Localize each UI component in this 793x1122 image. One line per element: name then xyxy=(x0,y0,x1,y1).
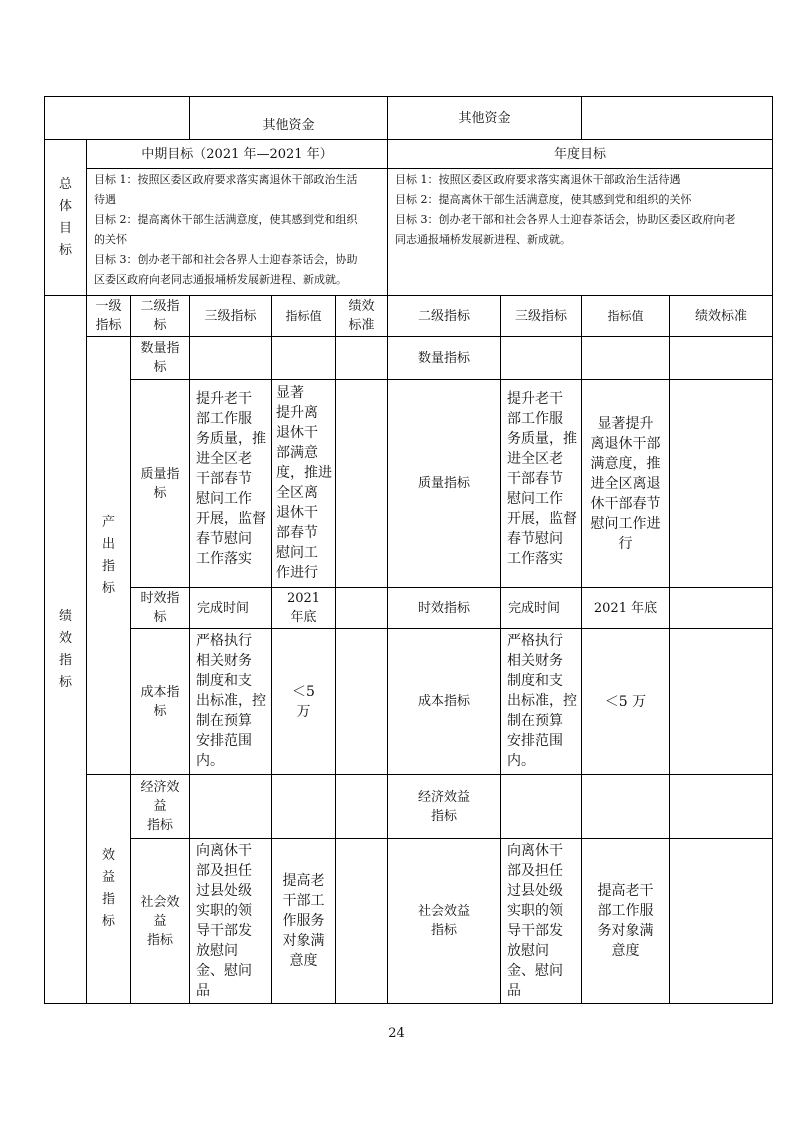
quality-r-value: 显著提升 离退休干部 满意度，推 进全区离退 休干部春节 慰问工作进 行 xyxy=(590,415,661,552)
header-standard: 绩效 标准 xyxy=(348,299,375,333)
quality-level2: 质量指 标 xyxy=(140,466,180,501)
v-line-col5 xyxy=(335,295,336,1004)
header-level1: 一级 指标 xyxy=(95,299,122,333)
economic-r-level2: 经济效益 指标 xyxy=(417,789,470,824)
mid-term-goal-text: 目标 1：按照区委区政府要求落实离退休干部政治生活 待遇 目标 2：提高离休干部生活满意度，使其感到党和组织 的关怀 目标 3：创办老干部和社会各界人士迎春茶话会，协助 区委区政府向老同志通报埇桥发展新进程、新成就。 xyxy=(94,173,358,286)
mid-term-goal-header: 中期目标（2021 年—2021 年） xyxy=(141,146,333,162)
quantity-level2: 数量指 标 xyxy=(140,341,180,375)
timeliness-level2: 时效指 标 xyxy=(140,591,180,625)
timeliness-level3: 完成时间 xyxy=(197,600,250,616)
timeliness-r-level2: 时效指标 xyxy=(417,600,470,616)
economic-level2: 经济效 益 指标 xyxy=(140,780,180,833)
timeliness-value: 2021 年底 xyxy=(286,591,321,625)
quality-level3: 提升老干 部工作服 务质量，推 进全区老 干部春节 慰问工作 开展，监督 春节慰问 工作落实 xyxy=(196,391,266,567)
quality-r-level2: 质量指标 xyxy=(417,476,470,491)
v-line-right xyxy=(772,96,773,1004)
social-r-value: 提高老干 部工作服 务对象满 意度 xyxy=(597,883,654,959)
cost-r-value: ＜5 万 xyxy=(604,693,647,710)
header-r-value: 指标值 xyxy=(607,308,644,323)
quality-r-level3: 提升老干 部工作服 务质量，推 进全区老 干部春节 慰问工作 开展，监督 春节慰问 工作落实 xyxy=(507,391,577,567)
annual-goal-header: 年度目标 xyxy=(553,146,606,162)
social-r-level2: 社会效益 指标 xyxy=(417,904,470,938)
h-line-bottom xyxy=(44,1003,773,1004)
annual-goal-text: 目标 1：按照区委区政府要求落实离退休干部政治生活待遇 目标 2：提高离休干部生活满意度，使其感到党和组织的关怀 目标 3：创办老干部和社会各界人士迎春茶话会，协助区委区政府向老 同志通报埇桥发展新进程、新成就。 xyxy=(395,173,736,246)
v-line-top-b xyxy=(581,96,582,139)
output-indicators-label: 产 出 指 标 xyxy=(101,514,115,596)
performance-label: 绩 效 指 标 xyxy=(58,608,72,690)
cost-level2: 成本指 标 xyxy=(140,684,180,719)
social-value: 提高老 干部工 作服务 对象满 意度 xyxy=(282,873,325,969)
cost-r-level2: 成本指标 xyxy=(417,694,470,709)
overall-goals-label: 总 体 目 标 xyxy=(58,176,72,258)
funding-label-left: 其他资金 xyxy=(262,118,315,133)
quantity-r-level2: 数量指标 xyxy=(417,350,470,366)
cost-value: ＜5 万 xyxy=(292,683,315,720)
h-line-r2 xyxy=(86,168,773,169)
header-level3: 三级指标 xyxy=(204,308,257,324)
social-level3: 向离休干 部及担任 过县处级 实职的领 导干部发 放慰问 金、慰问 品 xyxy=(196,843,252,999)
page-number: 24 xyxy=(388,1026,405,1041)
social-r-level3: 向离休干 部及担任 过县处级 实职的领 导干部发 放慰问 金、慰问 品 xyxy=(507,843,563,999)
header-r-standard: 绩效标准 xyxy=(694,308,747,324)
header-level2: 二级指 标 xyxy=(140,299,180,333)
timeliness-r-level3: 完成时间 xyxy=(508,600,561,616)
header-r-level3: 三级指标 xyxy=(514,308,567,324)
social-level2: 社会效 益 指标 xyxy=(140,894,180,948)
cost-r-level3: 严格执行 相关财务 制度和支 出标准，控 制在预算 安排范围 内。 xyxy=(507,633,577,769)
v-line-rcol4 xyxy=(669,295,670,1004)
benefit-indicators-label: 效 益 指 标 xyxy=(101,848,115,929)
timeliness-r-value: 2021 年底 xyxy=(593,600,658,616)
header-value: 指标值 xyxy=(285,308,322,323)
cost-level3: 严格执行 相关财务 制度和支 出标准，控 制在预算 安排范围 内。 xyxy=(196,633,266,769)
funding-label-right: 其他资金 xyxy=(458,110,511,126)
quality-value: 显著 提升离 退休干 部满意 度，推进 全区离 退休干 部春节 慰问工 作进行 xyxy=(276,385,332,581)
header-r-level2: 二级指标 xyxy=(417,308,470,324)
